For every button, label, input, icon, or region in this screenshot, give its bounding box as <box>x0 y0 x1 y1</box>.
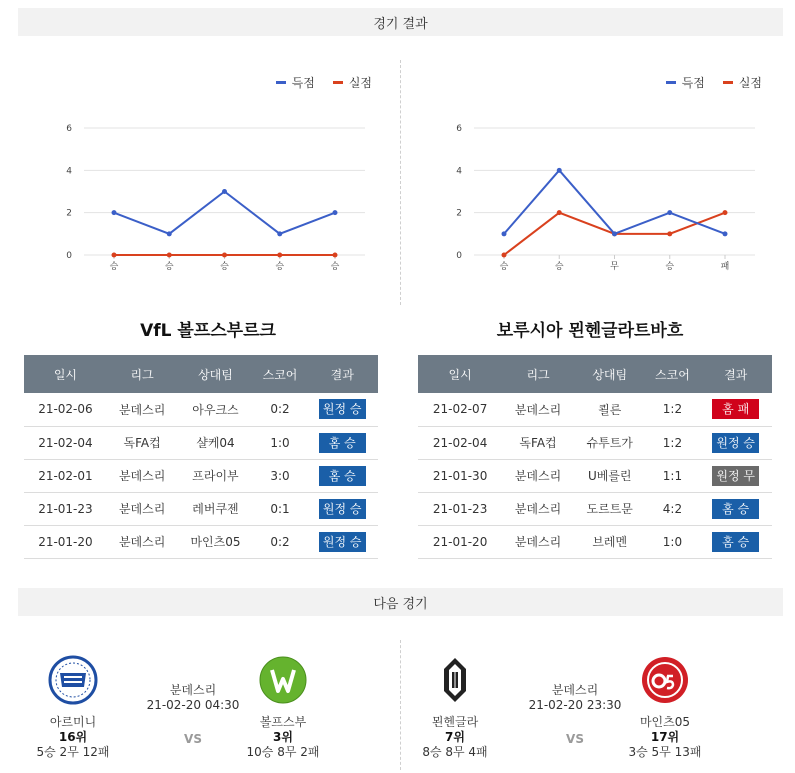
table-row <box>24 393 378 426</box>
table-row <box>24 426 378 459</box>
section-header-next <box>18 588 783 616</box>
cell-result <box>699 393 772 426</box>
table-row <box>24 459 378 492</box>
arminia-logo-icon <box>48 655 98 705</box>
cell-league: 분데스리 <box>107 525 178 558</box>
match-datetime: 21-02-20 23:30 <box>528 698 622 712</box>
cell-score: 0:2 <box>254 525 307 558</box>
table-row <box>418 459 772 492</box>
cell-league: 분데스리 <box>107 459 178 492</box>
x-tick-label: 승 <box>164 262 174 272</box>
cell-score: 1:1 <box>646 459 700 492</box>
team-record: 3승 5무 13패 <box>628 745 702 759</box>
gladbach-logo-icon <box>430 655 480 705</box>
cell-result <box>306 459 378 492</box>
legend-label: 득점 <box>291 76 315 90</box>
cell-opponent: 레버쿠젠 <box>177 492 253 525</box>
x-tick-label: 승 <box>330 262 340 272</box>
data-point <box>112 210 117 215</box>
team-rank: 7위 <box>445 730 465 744</box>
match-league: 분데스리 <box>551 683 599 697</box>
cell-date: 21-02-04 <box>418 426 502 459</box>
legend-item-conceded <box>723 74 762 91</box>
data-point <box>222 253 227 258</box>
cell-result <box>699 525 772 558</box>
team-title-right: 보루시아 묀헨글라트바흐 <box>496 321 684 341</box>
table-row <box>418 426 772 459</box>
cell-opponent: 아우크스 <box>177 393 253 426</box>
cell-opponent: 쾰른 <box>574 393 646 426</box>
cell-league: 독FA컵 <box>107 426 178 459</box>
y-tick-label: 4 <box>456 166 462 177</box>
data-point <box>277 253 282 258</box>
section-header-results <box>18 8 783 36</box>
cell-opponent: 슈투트가 <box>574 426 646 459</box>
cell-result <box>699 492 772 525</box>
form-chart-left <box>10 60 390 290</box>
chart-legend <box>276 74 372 91</box>
cell-score: 3:0 <box>254 459 307 492</box>
results-table-right <box>418 355 772 559</box>
away-team[interactable] <box>228 655 338 760</box>
legend-swatch <box>666 81 676 84</box>
x-tick-label: 승 <box>554 262 564 272</box>
team-title-left: VfL 볼프스부르크 <box>140 321 276 341</box>
x-tick-label: 승 <box>275 262 285 272</box>
col-date: 일시 <box>418 355 502 393</box>
col-result: 결과 <box>699 355 772 393</box>
legend-label: 실점 <box>348 76 372 90</box>
result-badge: 홈 승 <box>712 499 759 519</box>
col-result: 결과 <box>306 355 378 393</box>
cell-date: 21-02-06 <box>24 393 107 426</box>
team-name: 아르미니 <box>49 715 97 729</box>
cell-score: 1:0 <box>254 426 307 459</box>
cell-score: 0:2 <box>254 393 307 426</box>
cell-date: 21-02-07 <box>418 393 502 426</box>
data-point <box>333 210 338 215</box>
team-record: 8승 8무 4패 <box>422 745 488 759</box>
cell-date: 21-01-23 <box>418 492 502 525</box>
x-tick-label: 승 <box>220 262 229 272</box>
cell-result <box>699 459 772 492</box>
cell-date: 21-01-20 <box>418 525 502 558</box>
result-badge: 원정 승 <box>712 433 759 453</box>
y-tick-label: 0 <box>66 251 72 261</box>
form-chart-right <box>400 60 780 290</box>
cell-league: 분데스리 <box>502 525 574 558</box>
vs-label: VS <box>566 732 584 746</box>
cell-league: 독FA컵 <box>502 426 574 459</box>
result-badge: 홈 패 <box>712 399 759 419</box>
result-badge: 홈 승 <box>319 433 366 453</box>
team-rank: 16위 <box>58 730 88 744</box>
section-title: 경기 결과 <box>373 16 428 32</box>
cell-league: 분데스리 <box>107 393 178 426</box>
table-header-row <box>418 355 772 393</box>
next-match-left <box>18 655 398 765</box>
data-point <box>167 231 172 236</box>
cell-opponent: 도르트문 <box>574 492 646 525</box>
y-tick-label: 4 <box>66 166 72 177</box>
chart-legend <box>666 74 762 91</box>
away-team[interactable] <box>610 655 720 760</box>
result-badge: 홈 승 <box>319 466 366 486</box>
cell-result <box>306 426 378 459</box>
y-tick-label: 6 <box>66 124 72 134</box>
team-record: 10승 8무 2패 <box>246 745 320 759</box>
cell-result <box>306 393 378 426</box>
team-name: 볼프스부 <box>259 715 307 729</box>
data-point <box>333 253 338 258</box>
next-match-right <box>400 655 780 765</box>
legend-item-scored <box>276 74 315 91</box>
cell-date: 21-02-01 <box>24 459 107 492</box>
cell-score: 1:0 <box>646 525 700 558</box>
data-point <box>557 210 562 215</box>
chart-svg <box>400 60 780 290</box>
result-badge: 원정 무 <box>712 466 759 486</box>
cell-league: 분데스리 <box>502 393 574 426</box>
cell-score: 1:2 <box>646 426 700 459</box>
cell-date: 21-01-23 <box>24 492 107 525</box>
data-point <box>667 231 672 236</box>
col-opponent: 상대팀 <box>177 355 253 393</box>
y-tick-label: 2 <box>66 208 72 219</box>
table-row <box>418 525 772 558</box>
cell-league: 분데스리 <box>107 492 178 525</box>
col-league: 리그 <box>502 355 574 393</box>
data-point <box>557 168 562 173</box>
result-badge: 원정 승 <box>319 532 366 552</box>
col-date: 일시 <box>24 355 107 393</box>
match-datetime: 21-02-20 04:30 <box>146 698 240 712</box>
x-tick-label: 승 <box>499 262 509 272</box>
data-point <box>723 231 728 236</box>
y-tick-label: 6 <box>456 124 462 134</box>
cell-opponent: 프라이부 <box>177 459 253 492</box>
table-header-row <box>24 355 378 393</box>
cell-opponent: U베를린 <box>574 459 646 492</box>
cell-result <box>699 426 772 459</box>
cell-opponent: 마인츠05 <box>177 525 253 558</box>
y-tick-label: 0 <box>456 251 462 261</box>
data-point <box>222 189 227 194</box>
data-point <box>667 210 672 215</box>
result-badge: 원정 승 <box>319 399 366 419</box>
data-point <box>502 231 507 236</box>
home-team[interactable] <box>400 655 510 760</box>
data-point <box>723 210 728 215</box>
team-rank: 17위 <box>650 730 680 744</box>
data-point <box>612 231 617 236</box>
cell-league: 분데스리 <box>502 492 574 525</box>
chart-svg <box>10 60 390 290</box>
match-league: 분데스리 <box>169 683 217 697</box>
cell-league: 분데스리 <box>502 459 574 492</box>
x-tick-label: 무 <box>610 262 619 272</box>
col-score: 스코어 <box>254 355 307 393</box>
cell-score: 1:2 <box>646 393 700 426</box>
table-row <box>24 492 378 525</box>
section-title: 다음 경기 <box>373 596 428 612</box>
cell-opponent: 브레멘 <box>574 525 646 558</box>
cell-score: 0:1 <box>254 492 307 525</box>
legend-label: 실점 <box>738 76 762 90</box>
data-point <box>277 231 282 236</box>
wolfsburg-logo-icon <box>258 655 308 705</box>
team-name: 마인츠05 <box>639 715 691 729</box>
cell-date: 21-01-20 <box>24 525 107 558</box>
legend-swatch <box>723 81 733 84</box>
result-badge: 홈 승 <box>712 532 759 552</box>
team-rank: 3위 <box>273 730 293 744</box>
col-opponent: 상대팀 <box>574 355 646 393</box>
team-name: 묀헨글라 <box>431 715 479 729</box>
cell-result <box>306 525 378 558</box>
legend-swatch <box>276 81 286 84</box>
cell-score: 4:2 <box>646 492 700 525</box>
legend-label: 득점 <box>681 76 705 90</box>
data-point <box>167 253 172 258</box>
team-record: 5승 2무 12패 <box>36 745 110 759</box>
cell-date: 21-02-04 <box>24 426 107 459</box>
cell-opponent: 샬케04 <box>177 426 253 459</box>
mainz-logo-icon <box>640 655 690 705</box>
col-league: 리그 <box>107 355 178 393</box>
x-tick-label: 패 <box>720 262 730 272</box>
table-row <box>418 393 772 426</box>
result-badge: 원정 승 <box>319 499 366 519</box>
home-team[interactable] <box>18 655 128 760</box>
y-tick-label: 2 <box>456 208 462 219</box>
data-point <box>112 253 117 258</box>
legend-item-scored <box>666 74 705 91</box>
x-tick-label: 승 <box>109 262 119 272</box>
table-row <box>24 525 378 558</box>
col-score: 스코어 <box>646 355 700 393</box>
data-point <box>502 253 507 258</box>
x-tick-label: 승 <box>665 262 675 272</box>
legend-swatch <box>333 81 343 84</box>
results-table-left <box>24 355 378 559</box>
table-row <box>418 492 772 525</box>
cell-date: 21-01-30 <box>418 459 502 492</box>
legend-item-conceded <box>333 74 372 91</box>
vs-label: VS <box>184 732 202 746</box>
cell-result <box>306 492 378 525</box>
